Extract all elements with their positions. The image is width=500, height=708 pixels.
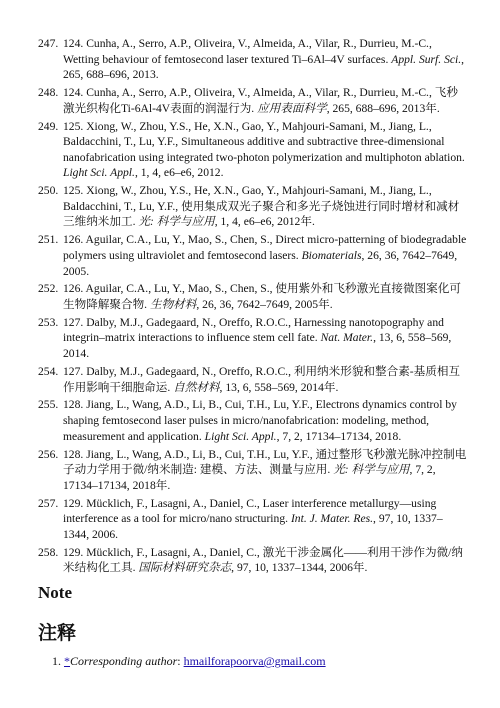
reference-details: , 265, 688–696, 2013. [63, 52, 465, 82]
footnote-separator: : [177, 654, 184, 668]
reference-text: 124. Cunha, A., Serro, A.P., Oliveira, V., Almeida, A., Vilar, R., Durrieu, M.-C., 飞秒激光织构化Ti-6Al-4V表面的润湿行为. [63, 86, 458, 115]
reference-journal: 自然材料 [173, 380, 220, 394]
reference-details: , 13, 6, 558–569, 2014年. [219, 380, 339, 394]
reference-details: , 97, 10, 1337–1344, 2006年. [231, 561, 368, 575]
reference-text: 126. Aguilar, C.A., Lu, Y., Mao, S., Chen, S., Direct micro-patterning of biodegradable polymers using ultraviolet and femtosecond lasers. [63, 233, 467, 262]
reference-number: 253. [38, 315, 59, 329]
reference-text: 125. Xiong, W., Zhou, Y.S., He, X.N., Gao, Y., Mahjouri-Samani, M., Jiang, L., Baldacchini, T., Lu, Y.F., Simultaneous additive and subtractive three-dimensional nanofabrication using integrated two-photon polymerization and multiphoton ablation. [63, 119, 465, 164]
reference-details: , 26, 36, 7642–7649, 2005. [63, 248, 458, 278]
reference-text: 129. Mücklich, F., Lasagni, A., Daniel, C., 激光干涉金属化——利用干涉作为微/纳米结构化工具. [63, 545, 464, 575]
reference-text: 127. Dalby, M.J., Gadegaard, N., Oreffo, R.O.C., 利用纳米形貌和整合素-基质相互作用影响干细胞命运. [63, 364, 461, 394]
email-link[interactable]: hmailforapoorva@gmail.com [183, 654, 326, 668]
reference-details: , 265, 688–696, 2013年. [326, 101, 440, 115]
reference-item [38, 545, 468, 576]
reference-journal: Biomaterials [301, 248, 362, 262]
reference-number: 254. [38, 364, 59, 378]
reference-item [38, 364, 468, 395]
reference-item [38, 397, 468, 444]
reference-number: 252. [38, 282, 59, 296]
reference-item [38, 85, 468, 116]
reference-text: 124. Cunha, A., Serro, A.P., Oliveira, V., Almeida, A., Vilar, R., Durrieu, M.-C., Wetting behaviour of femtosecond laser textured Ti–6Al–4V surfaces. [63, 37, 432, 66]
reference-text: 127. Dalby, M.J., Gadegaard, N., Oreffo, R.O.C., Harnessing nanotopography and integrin–matrix interactions to influence stem cell fate. [63, 315, 444, 345]
reference-journal: Int. J. Mater. Res. [290, 512, 374, 526]
reference-number: 250. [38, 184, 59, 198]
reference-item [38, 281, 468, 312]
footnote [52, 654, 326, 669]
reference-text: 128. Jiang, L., Wang, A.D., Li, B., Cui, T.H., Lu, Y.F., Electrons dynamics control by shaping femtosecond laser pulses in micro/nanofabrication: modeling, method, measurement and application. [63, 398, 457, 443]
reference-number: 249. [38, 119, 59, 133]
reference-details: , 13, 6, 558–569, 2014. [63, 331, 452, 361]
reference-item [38, 232, 468, 279]
reference-details: , 1, 4, e6–e6, 2012年. [214, 215, 315, 229]
reference-number: 257. [38, 496, 59, 510]
reference-details: , 7, 2, 17134–17134, 2018年. [63, 463, 436, 492]
reference-journal: Light Sci. Appl. [204, 429, 277, 443]
reference-number: 255. [38, 398, 59, 412]
reference-number: 258. [38, 545, 59, 559]
reference-journal: 生物材料 [149, 297, 197, 311]
reference-journal: 光: 科学与应用 [138, 215, 215, 229]
reference-number: 251. [38, 233, 59, 247]
reference-number: 247. [38, 37, 59, 50]
reference-details: , 26, 36, 7642–7649, 2005年. [196, 297, 333, 311]
reference-item [38, 315, 468, 362]
note-heading-chinese: 注释 [38, 622, 77, 644]
reference-journal: Light Sci. Appl. [63, 166, 135, 180]
reference-details: , 97, 10, 1337–1344, 2006. [63, 512, 443, 541]
reference-journal: 国际材料研究杂志 [138, 561, 232, 575]
footnote-number: 1. [52, 654, 61, 668]
note-heading: Note [38, 583, 72, 602]
reference-journal: Appl. Surf. Sci. [391, 52, 462, 66]
footnote-backlink[interactable]: * [64, 654, 70, 668]
reference-text: 126. Aguilar, C.A., Lu, Y., Mao, S., Chen, S., 使用紫外和飞秒激光直接微图案化可生物降解聚合物. [63, 282, 461, 311]
reference-text: 129. Mücklich, F., Lasagni, A., Daniel, C., Laser interference metallurgy—using interference as a tool for micro/nano structuring. [63, 496, 437, 526]
reference-item [38, 36, 468, 83]
reference-item [38, 119, 468, 181]
reference-journal: 应用表面科学 [257, 101, 327, 115]
reference-details: , 1, 4, e6–e6, 2012. [134, 166, 224, 180]
footnote-label: Corresponding author [70, 654, 178, 668]
reference-text: 125. Xiong, W., Zhou, Y.S., He, X.N., Gao, Y., Mahjouri-Samani, M., Jiang, L., Baldacchini, T., Lu, Y.F., 使用集成双光子聚合和多光子烧蚀进行同时增材和减材三维纳米加工. [63, 184, 460, 229]
reference-item [38, 183, 468, 230]
reference-number: 248. [38, 86, 59, 100]
reference-journal: 光: 科学与应用 [333, 463, 410, 477]
reference-item [38, 496, 468, 543]
reference-journal: Nat. Mater. [320, 331, 374, 345]
reference-details: , 7, 2, 17134–17134, 2018. [276, 429, 402, 443]
reference-list [38, 36, 468, 578]
reference-item [38, 447, 468, 494]
reference-text: 128. Jiang, L., Wang, A.D., Li, B., Cui, T.H., Lu, Y.F., 通过整形飞秒激光脉冲控制电子动力学用于微/纳米制造: 建模、方法、测量与应用. [63, 447, 467, 477]
reference-number: 256. [38, 447, 59, 461]
